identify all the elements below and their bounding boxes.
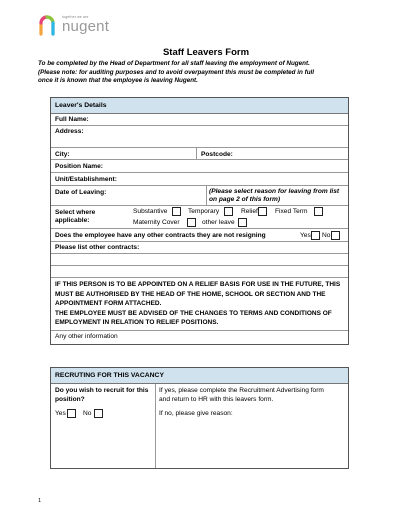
recruit-question-line: position? [55,395,85,403]
recruit-no-checkbox[interactable] [94,409,103,418]
position-name-row[interactable] [51,160,348,173]
other-contracts-question: Does the employee have any other contracts they are not resigning [55,232,266,239]
relief-warning [51,278,348,331]
reason-note-line: on page 2 of this form) [209,196,281,203]
list-contracts-label: Please list other contracts: [55,244,140,251]
fixed-term-checkbox[interactable] [314,207,323,216]
maternity-checkbox[interactable] [187,218,196,227]
opt-temporary-label: Temporary [188,208,220,215]
recruit-if-yes-line: If yes, please complete the Recruitment Advertising form [159,387,324,394]
warning-line: MUST BE AUTHORISED BY THE HEAD OF THE HOME, SCHOOL OR SECTION AND THE [55,290,326,298]
substantive-checkbox[interactable] [172,207,181,216]
reason-note [209,188,339,204]
other-contracts-row [51,229,348,242]
other-contracts-no-label: No [322,232,331,239]
any-other-info-row[interactable] [51,331,348,344]
intro-line: once it is known that the employee is leaving Nugent. [38,77,198,85]
page-title: Staff Leavers Form [162,47,250,58]
recruit-question-line: Do you wish to recruit for this [55,387,149,394]
unit-row[interactable] [51,173,348,186]
intro-line: To be completed by the Head of Department for all staff leaving the employment of Nugent. [38,60,310,67]
warning-line: APPOINTMENT FORM ATTACHED. [55,300,162,308]
recruit-yes-checkbox[interactable] [67,409,76,418]
opt-other-leave-label: other leave [202,219,235,226]
select-where-label [55,209,95,225]
any-other-info-label: Any other information [55,333,118,340]
city-label: City: [55,151,70,158]
warning-line: THE EMPLOYEE MUST BE ADVISED OF THE CHANGES TO TERMS AND CONDITIONS OF [55,309,332,317]
address-row[interactable] [51,126,348,148]
date-of-leaving-label: Date of Leaving: [55,189,107,196]
opt-maternity-label: Maternity Cover [133,219,180,226]
list-contracts-row[interactable] [51,242,348,254]
opt-fixed-term-label: Fixed Term [275,208,308,215]
postcode-label: Postcode: [201,151,233,158]
recruiting-table [50,367,349,469]
contract-type-row [51,206,348,229]
reason-note-line: (Please select reason for leaving from list [209,188,340,195]
other-contracts-yes-checkbox[interactable] [311,231,320,240]
other-contracts-yes-label: Yes [300,232,311,239]
leavers-details-table [50,97,349,345]
leavers-details-header: Leaver's Details [51,98,348,114]
intro-text [38,60,358,86]
recruit-question [55,387,148,404]
warning-line: IF THIS PERSON IS TO BE APPOINTED ON A RELIEF BASIS FOR USE IN THE FUTURE, THIS [55,281,341,288]
temporary-checkbox[interactable] [224,207,233,216]
other-contracts-no-checkbox[interactable] [331,231,340,240]
city-postcode-row[interactable] [51,148,348,160]
warning-line: EMPLOYMENT IN RELATION TO RELIEF POSITIONS. [55,319,219,327]
opt-relief-label: Relief [241,208,258,215]
recruiting-header: RECRUTING FOR THIS VACANCY [51,368,348,384]
list-contracts-line[interactable] [51,266,348,278]
recruit-if-yes-line: and return to HR with this leavers form. [159,395,274,403]
relief-checkbox[interactable] [258,207,267,216]
nugent-logo [38,12,118,42]
recruit-if-yes [159,387,324,405]
position-name-label: Position Name: [55,163,103,170]
opt-substantive-label: Substantive [133,208,168,215]
full-name-label: Full Name: [55,116,89,123]
select-where-line: Select where [55,209,96,216]
recruiting-row [51,384,348,468]
logo-tagline: together we are [62,15,89,19]
address-label: Address: [55,128,84,135]
unit-label: Unit/Establishment: [55,176,117,183]
intro-line: (Please note: for auditing purposes and to avoid overpayment this must be completed in full [38,68,315,76]
select-where-line: applicable: [55,217,90,224]
other-leave-checkbox[interactable] [238,218,247,227]
date-of-leaving-row[interactable] [51,186,348,206]
list-contracts-line[interactable] [51,254,348,266]
page-number: 1 [38,498,42,504]
recruit-no-label: No [83,410,92,417]
recruit-yes-label: Yes [55,410,66,417]
nugent-logo-icon [38,14,60,36]
logo-wordmark: nugent [62,18,110,35]
recruit-if-no-label: If no, please give reason: [159,410,233,417]
full-name-row[interactable] [51,114,348,126]
